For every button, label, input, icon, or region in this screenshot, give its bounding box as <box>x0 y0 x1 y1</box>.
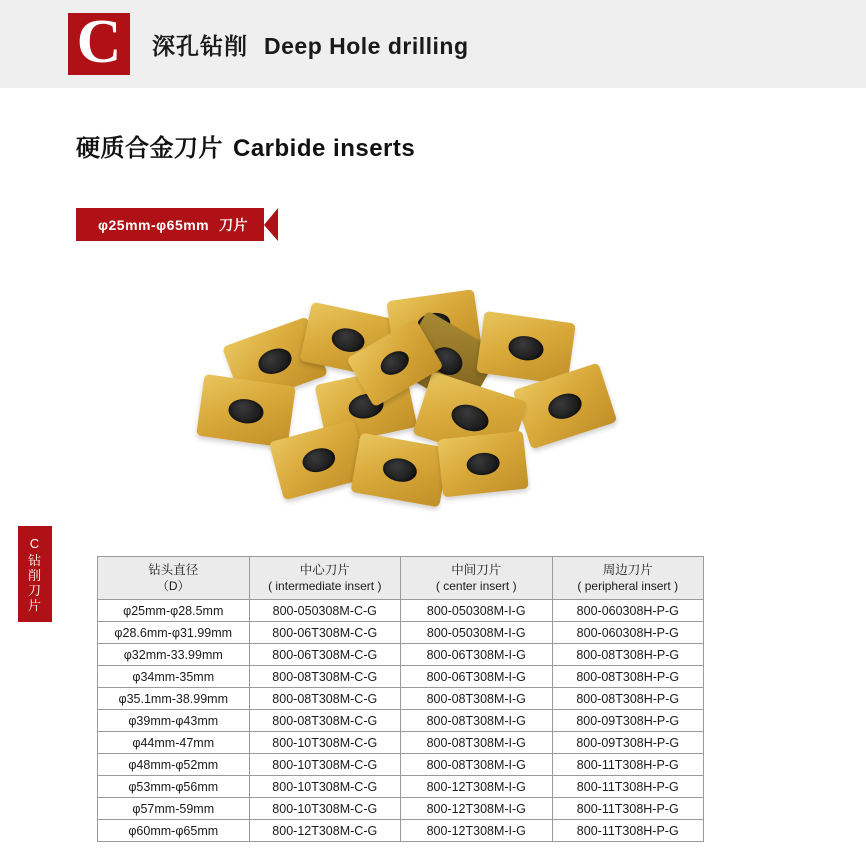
spec-table-body <box>98 600 704 842</box>
page-header <box>0 0 866 88</box>
header-cn: 中心刀片 <box>299 563 350 577</box>
cell-center-insert: 800-06T308M-I-G <box>401 644 553 666</box>
table-row <box>98 776 704 798</box>
cell-peripheral-insert: 800-08T308H-P-G <box>552 666 704 688</box>
cell-peripheral-insert: 800-11T308H-P-G <box>552 798 704 820</box>
cell-center-insert: 800-08T308M-I-G <box>401 732 553 754</box>
side-tab-label-1: 钻 <box>27 552 42 568</box>
spec-table <box>97 556 704 842</box>
spec-table-wrapper <box>97 556 704 842</box>
page-title-cn: 硬质合金刀片 <box>76 135 223 162</box>
header-en: ( center insert ) <box>435 579 517 593</box>
cell-intermediate-insert: 800-12T308M-C-G <box>249 820 401 842</box>
cell-peripheral-insert: 800-09T308H-P-G <box>552 732 704 754</box>
page-title <box>76 128 415 163</box>
brand-logo <box>68 8 130 76</box>
table-row <box>98 644 704 666</box>
cell-intermediate-insert: 800-08T308M-C-G <box>249 710 401 732</box>
cell-drill-diameter: φ60mm-φ65mm <box>98 820 250 842</box>
product-photo <box>180 285 700 535</box>
table-row <box>98 710 704 732</box>
cell-drill-diameter: φ35.1mm-38.99mm <box>98 688 250 710</box>
table-row <box>98 666 704 688</box>
table-row <box>98 688 704 710</box>
cell-intermediate-insert: 800-10T308M-C-G <box>249 754 401 776</box>
table-header-peripheral-insert <box>552 557 704 600</box>
cell-center-insert: 800-08T308M-I-G <box>401 688 553 710</box>
carbide-insert <box>196 374 296 448</box>
header-en: （D） <box>156 579 190 593</box>
table-row <box>98 798 704 820</box>
cell-center-insert: 800-12T308M-I-G <box>401 820 553 842</box>
cell-intermediate-insert: 800-06T308M-C-G <box>249 644 401 666</box>
table-header-row <box>98 557 704 600</box>
cell-peripheral-insert: 800-060308H-P-G <box>552 622 704 644</box>
side-tab-letter: C <box>29 535 41 551</box>
cell-drill-diameter: φ53mm-φ56mm <box>98 776 250 798</box>
table-row <box>98 732 704 754</box>
header-en: ( intermediate insert ) <box>268 579 382 593</box>
cell-intermediate-insert: 800-10T308M-C-G <box>249 732 401 754</box>
table-header-intermediate-insert <box>249 557 401 600</box>
header-cn: 中间刀片 <box>451 563 502 577</box>
header-title-en: Deep Hole drilling <box>264 32 469 59</box>
carbide-insert <box>350 433 449 508</box>
cell-peripheral-insert: 800-09T308H-P-G <box>552 710 704 732</box>
side-tab <box>18 526 52 622</box>
cell-peripheral-insert: 800-11T308H-P-G <box>552 820 704 842</box>
cell-drill-diameter: φ39mm-φ43mm <box>98 710 250 732</box>
cell-peripheral-insert: 800-08T308H-P-G <box>552 644 704 666</box>
cell-intermediate-insert: 800-10T308M-C-G <box>249 798 401 820</box>
cell-drill-diameter: φ32mm-33.99mm <box>98 644 250 666</box>
cell-drill-diameter: φ48mm-φ52mm <box>98 754 250 776</box>
table-row <box>98 820 704 842</box>
cell-peripheral-insert: 800-11T308H-P-G <box>552 754 704 776</box>
table-row <box>98 622 704 644</box>
cell-center-insert: 800-12T308M-I-G <box>401 776 553 798</box>
header-title-cn: 深孔钻削 <box>152 32 248 59</box>
cell-drill-diameter: φ57mm-59mm <box>98 798 250 820</box>
side-tab-label-4: 片 <box>27 597 42 613</box>
side-tab-label-3: 刀 <box>27 582 42 598</box>
table-row <box>98 754 704 776</box>
cell-drill-diameter: φ44mm-47mm <box>98 732 250 754</box>
page-title-en: Carbide inserts <box>233 135 416 162</box>
carbide-insert <box>437 431 529 498</box>
header-cn: 周边刀片 <box>602 563 653 577</box>
cell-peripheral-insert: 800-060308H-P-G <box>552 600 704 622</box>
table-row <box>98 600 704 622</box>
cell-peripheral-insert: 800-08T308H-P-G <box>552 688 704 710</box>
cell-intermediate-insert: 800-10T308M-C-G <box>249 776 401 798</box>
cell-center-insert: 800-08T308M-I-G <box>401 754 553 776</box>
cell-intermediate-insert: 800-050308M-C-G <box>249 600 401 622</box>
cell-drill-diameter: φ34mm-35mm <box>98 666 250 688</box>
cell-center-insert: 800-08T308M-I-G <box>401 710 553 732</box>
header-en: ( peripheral insert ) <box>577 579 679 593</box>
cell-center-insert: 800-050308M-I-G <box>401 600 553 622</box>
table-header-drill-diameter <box>98 557 250 600</box>
logo-letter: C <box>76 8 122 76</box>
header-title <box>152 28 469 61</box>
table-header-center-insert <box>401 557 553 600</box>
cell-drill-diameter: φ25mm-φ28.5mm <box>98 600 250 622</box>
ribbon-range: φ25mm-φ65mm <box>98 216 210 233</box>
cell-intermediate-insert: 800-08T308M-C-G <box>249 666 401 688</box>
ribbon-label: 刀片 <box>219 216 249 233</box>
cell-intermediate-insert: 800-08T308M-C-G <box>249 688 401 710</box>
cell-peripheral-insert: 800-11T308H-P-G <box>552 776 704 798</box>
side-tab-label-2: 削 <box>27 567 42 583</box>
cell-center-insert: 800-12T308M-I-G <box>401 798 553 820</box>
cell-drill-diameter: φ28.6mm-φ31.99mm <box>98 622 250 644</box>
cell-intermediate-insert: 800-06T308M-C-G <box>249 622 401 644</box>
range-ribbon <box>76 208 278 241</box>
cell-center-insert: 800-050308M-I-G <box>401 622 553 644</box>
cell-center-insert: 800-06T308M-I-G <box>401 666 553 688</box>
header-cn: 钻头直径 <box>148 563 199 577</box>
